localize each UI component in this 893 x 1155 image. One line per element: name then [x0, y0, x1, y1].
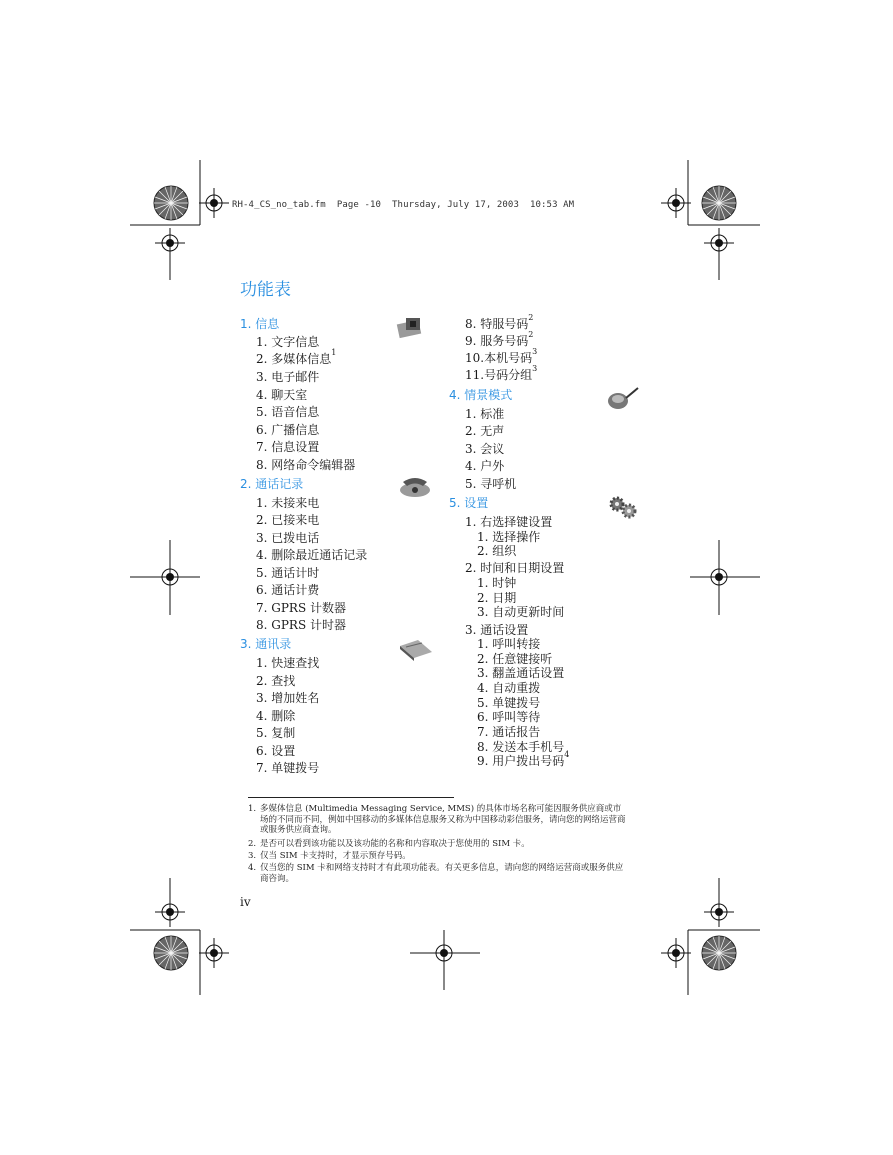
submenu-item: 4. 自动重拨 [477, 681, 541, 695]
section-settings: 5. 设置 [449, 496, 489, 510]
menu-item: 10.本机号码$^3$ [465, 347, 538, 365]
menu-item: 9. 服务号码$^2$ [465, 330, 534, 348]
submenu-item: 5. 单键拨号 [477, 696, 541, 710]
menu-item: 2. 查找 [256, 674, 296, 688]
submenu-item: 2. 组织 [477, 544, 517, 558]
menu-item: 2. 时间和日期设置 [465, 561, 565, 575]
menu-item: 2. 多媒体信息$^1$ [256, 348, 337, 366]
menu-item: 7. GPRS 计数器 [256, 601, 346, 615]
submenu-item: 1. 时钟 [477, 576, 517, 590]
menu-item: 5. 通话计时 [256, 566, 320, 580]
menu-item: 11.号码分组$^3$ [465, 364, 538, 382]
menu-item: 3. 电子邮件 [256, 370, 320, 384]
menu-item: 1. 标准 [465, 407, 505, 421]
menu-item: 8. GPRS 计时器 [256, 618, 346, 632]
messages-icon [392, 316, 432, 342]
submenu-item: 1. 呼叫转接 [477, 637, 541, 651]
menu-item: 7. 信息设置 [256, 440, 320, 454]
menu-item: 5. 寻呼机 [465, 477, 517, 491]
submenu-item: 6. 呼叫等待 [477, 710, 541, 724]
menu-item: 5. 复制 [256, 726, 296, 740]
footnote-ref: 1 [331, 348, 337, 357]
page-number: iv [240, 895, 251, 909]
submenu-item: 3. 自动更新时间 [477, 605, 565, 619]
footnote-ref: 2 [528, 313, 534, 322]
menu-item: 1. 快速查找 [256, 656, 320, 670]
page-title: 功能表 [240, 280, 291, 300]
menu-item: 1. 未接来电 [256, 496, 320, 510]
menu-item: 6. 广播信息 [256, 423, 320, 437]
section-call-log: 2. 通话记录 [240, 477, 304, 491]
menu-item: 3. 已拨电话 [256, 531, 320, 545]
menu-item: 5. 语音信息 [256, 405, 320, 419]
footnote-ref: 4 [564, 750, 570, 759]
submenu-item: 7. 通话报告 [477, 725, 541, 739]
settings-gears-icon [604, 494, 644, 520]
footnote-ref: 2 [528, 330, 534, 339]
footnote-ref: 3 [532, 364, 538, 373]
footnote: 3. 仅当 SIM 卡支持时，才显示预存号码。 [248, 851, 411, 861]
profiles-icon [604, 386, 644, 412]
submenu-item: 2. 日期 [477, 591, 517, 605]
menu-item: 3. 增加姓名 [256, 691, 320, 705]
menu-item: 2. 已接来电 [256, 513, 320, 527]
section-phonebook: 3. 通讯录 [240, 637, 292, 651]
section-profiles: 4. 情景模式 [449, 388, 513, 402]
phonebook-icon [396, 636, 436, 662]
menu-item: 1. 文字信息 [256, 335, 320, 349]
menu-item: 4. 删除 [256, 709, 296, 723]
menu-item: 1. 右选择键设置 [465, 515, 553, 529]
footnote: 2. 是否可以看到该功能以及该功能的名称和内容取决于您使用的 SIM 卡。 [248, 839, 530, 849]
menu-item: 4. 户外 [465, 459, 505, 473]
menu-item: 4. 删除最近通话记录 [256, 548, 368, 562]
menu-item: 2. 无声 [465, 424, 505, 438]
submenu-item: 8. 发送本手机号 [477, 740, 565, 754]
menu-item: 6. 通话计费 [256, 583, 320, 597]
menu-item: 7. 单键拨号 [256, 761, 320, 775]
menu-item: 3. 通话设置 [465, 623, 529, 637]
submenu-item: 1. 选择操作 [477, 530, 541, 544]
footnote: 1. 多媒体信息 (Multimedia Messaging Service, MMS) 的具体市场名称可能因服务供应商或市场的不同而不同，例如中国移动的多媒体信息服务又称为中国移动彩信服务，请向您的网络运营商或服务供应商查询。 [248, 804, 626, 835]
footnote-divider [248, 797, 454, 798]
footnote-ref: 3 [532, 347, 538, 356]
footnote: 4. 仅当您的 SIM 卡和网络支持时才有此项功能表。有关更多信息，请向您的网络运营商或服务供应商咨询。 [248, 863, 624, 884]
menu-item: 6. 设置 [256, 744, 296, 758]
submenu-item: 3. 翻盖通话设置 [477, 666, 565, 680]
phone-icon [395, 474, 435, 500]
print-header: RH-4_CS_no_tab.fm Page -10 Thursday, July 17, 2003 10:53 AM [232, 200, 575, 210]
menu-item: 4. 聊天室 [256, 388, 308, 402]
menu-item: 8. 特服号码$^2$ [465, 313, 534, 331]
submenu-item: 2. 任意键接听 [477, 652, 553, 666]
section-messages: 1. 信息 [240, 317, 280, 331]
menu-item: 8. 网络命令编辑器 [256, 458, 356, 472]
menu-item: 3. 会议 [465, 442, 505, 456]
submenu-item: 9. 用户拨出号码$^4$ [477, 750, 570, 768]
